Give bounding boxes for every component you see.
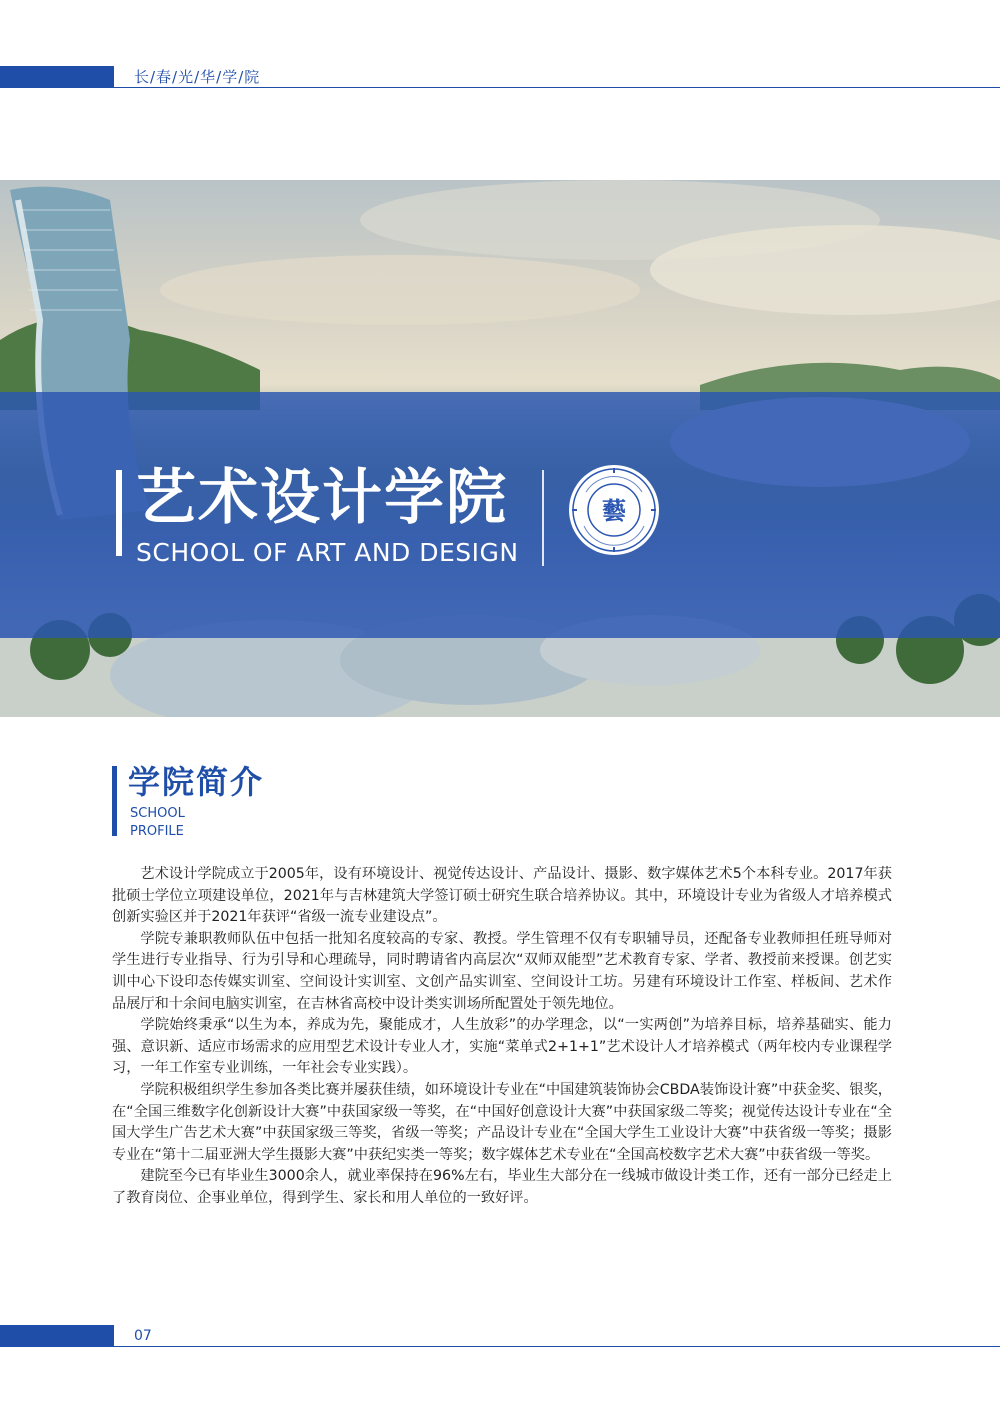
- section-accent-bar: [112, 766, 117, 836]
- paragraph: 学院始终秉承“以生为本，养成为先，聚能成才，人生放彩”的办学理念，以“一实两创”为培养目标，培养基础实、能力强、意识新、适应市场需求的应用型艺术设计专业人才，实施“菜单式2+1+1”艺术设计人才培养模式（两年校内专业课程学习，一年工作室专业训练，一年社会专业实践）。: [112, 1017, 892, 1077]
- paragraph: 建院至今已有毕业生3000余人，就业率保持在96%左右，毕业生大部分在一线城市做设计类工作，还有一部分已经走上了教育岗位、企事业单位，得到学生、家长和用人单位的一致好评。: [112, 1168, 892, 1206]
- section-subtitle-en: [130, 805, 185, 841]
- page-number: 07: [134, 1328, 152, 1344]
- section-subtitle-line2: PROFILE: [130, 824, 184, 839]
- college-logo-seal: [566, 462, 662, 558]
- paragraph: 学院专兼职教师队伍中包括一批知名度较高的专家、教授。学生管理不仅有专职辅导员，还配备专业教师担任班导师对学生进行专业指导、行为引导和心理疏导，同时聘请省内高层次“双师双能型”艺术教育专家、学者、教授前来授课。创艺实训中心下设印态传媒实训室、空间设计实训室、文创产品实训室、空间设计工坊。另建有环境设计工作室、样板间、艺术作品展厅和十余间电脑实训室，在吉林省高校中设计类实训场所配置处于领先地位。: [112, 930, 892, 1012]
- footer-accent-bar: [0, 1325, 114, 1347]
- footer-rule: [114, 1346, 1000, 1347]
- college-title-en: SCHOOL OF ART AND DESIGN: [136, 538, 519, 567]
- college-title-cn: 艺术设计学院: [136, 463, 508, 533]
- section-subtitle-line1: SCHOOL: [130, 806, 185, 821]
- hero-image: [0, 180, 1000, 717]
- school-name: 长/春/光/华/学/院: [134, 68, 261, 86]
- paragraph: 艺术设计学院成立于2005年，设有环境设计、视觉传达设计、产品设计、摄影、数字媒体艺术5个本科专业。2017年获批硕士学位立项建设单位，2021年与吉林建筑大学签订硕士研究生联合培养协议。其中，环境设计专业为省级人才培养模式创新实验区并于2021年获评“省级一流专业建设点”。: [112, 866, 892, 926]
- seal-center-char: 藝: [602, 496, 626, 525]
- header-accent-bar: [0, 66, 114, 88]
- title-accent-bar: [116, 470, 122, 556]
- section-title: 学院简介: [128, 763, 265, 801]
- paragraph: 学院积极组织学生参加各类比赛并屡获佳绩，如环境设计专业在“中国建筑装饰协会CBDA装饰设计赛”中获金奖、银奖，在“全国三维数字化创新设计大赛”中获国家级一等奖，在“中国好创意设计大赛”中获国家级二等奖；视觉传达设计专业在“全国大学生广告艺术大赛”中获国家级三等奖，省级一等奖；产品设计专业在“全国大学生工业设计大赛”中获省级一等奖；摄影专业在“第十二届亚洲大学生摄影大赛”中获纪实类一等奖；数字媒体艺术专业在“全国高校数字艺术大赛”中获省级一等奖。: [112, 1081, 892, 1163]
- title-divider: [542, 470, 544, 566]
- college-profile-text: [112, 864, 892, 1210]
- seal-icon: [566, 462, 662, 558]
